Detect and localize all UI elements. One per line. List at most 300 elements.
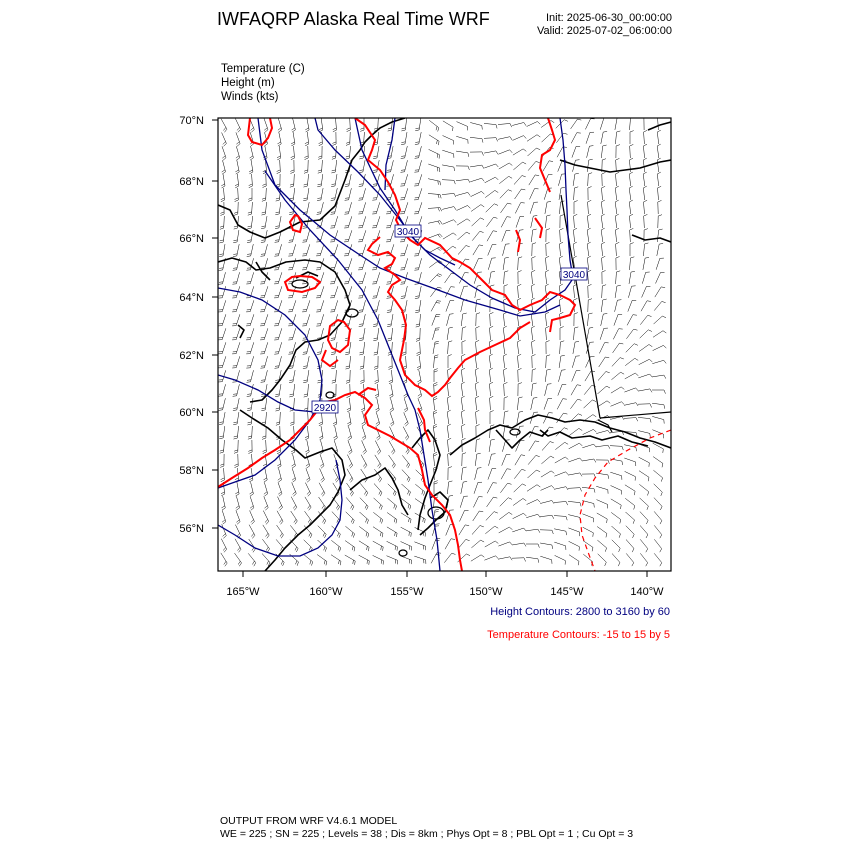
wind-barb — [484, 164, 498, 168]
wind-barb — [247, 216, 253, 229]
wind-barb — [487, 483, 497, 494]
wind-barb — [246, 328, 254, 340]
wind-barb — [655, 287, 665, 297]
wind-barb — [503, 257, 509, 270]
wind-barb — [429, 135, 439, 145]
wind-barb — [333, 412, 337, 426]
wind-barb — [515, 203, 524, 214]
wind-barb — [471, 555, 484, 561]
wind-barb — [331, 555, 341, 566]
wind-barb — [432, 328, 439, 340]
wind-barb — [583, 429, 597, 434]
wind-barb — [262, 188, 266, 201]
wind-barb — [305, 440, 309, 454]
wind-barb — [541, 456, 554, 464]
wind-barb — [630, 257, 635, 270]
wind-barb — [644, 130, 648, 144]
wind-barb — [430, 274, 442, 283]
wind-barb — [652, 390, 666, 394]
wind-barb — [373, 541, 383, 551]
wind-barb — [219, 426, 225, 439]
wind-barb — [640, 330, 652, 338]
lon-tick-labels — [226, 586, 664, 598]
wind-barb — [403, 427, 409, 441]
wind-barb — [302, 300, 310, 312]
model-settings: WE = 225 ; SN = 225 ; Levels = 38 ; Dis = 8km ; Phys Opt = 8 ; PBL Opt = 1 ; Cu Opt = 3 — [220, 828, 634, 840]
wind-barb — [654, 511, 662, 524]
wind-barb — [583, 554, 592, 565]
wind-barb — [447, 314, 454, 326]
wind-barb — [278, 497, 283, 511]
wind-barb — [601, 200, 605, 214]
wind-barb — [488, 258, 495, 270]
wind-barb — [235, 160, 239, 174]
wind-barb — [302, 244, 310, 256]
wind-barb — [372, 272, 380, 284]
wind-barb — [219, 398, 226, 410]
wind-barb — [232, 272, 239, 284]
wind-barb — [611, 486, 622, 495]
field-label-winds: Winds (kts) — [221, 91, 279, 103]
wind-barb — [654, 498, 662, 510]
wind-barb — [599, 343, 608, 354]
wind-barb — [360, 370, 364, 384]
wind-barb — [602, 172, 606, 186]
wind-barb — [278, 468, 282, 482]
wind-barb — [571, 119, 582, 129]
wind-barb — [359, 328, 365, 341]
wind-barb — [362, 426, 366, 440]
wind-barb — [260, 314, 268, 326]
wind-barb — [443, 220, 457, 225]
wind-barb — [290, 160, 294, 174]
wind-barb — [428, 164, 440, 172]
wind-barb — [657, 229, 662, 242]
wind-barb — [546, 229, 550, 242]
wind-barb — [400, 258, 407, 270]
wind-barb — [531, 229, 536, 242]
wind-barb — [596, 473, 609, 479]
wind-barb — [596, 486, 608, 493]
wind-barb — [433, 424, 437, 438]
wind-barb — [640, 315, 651, 324]
wind-barb — [555, 442, 568, 449]
wind-barb — [568, 501, 581, 506]
wind-barb — [500, 483, 511, 493]
wind-barb — [554, 487, 568, 490]
wind-barb — [414, 160, 421, 172]
wind-barb — [602, 256, 606, 270]
wind-barb — [219, 272, 226, 284]
wind-barb — [502, 230, 510, 241]
wind-barb — [474, 259, 483, 270]
wind-barb — [414, 556, 426, 564]
field-label-temperature: Temperature (C) — [221, 63, 305, 75]
wind-barb — [304, 174, 309, 187]
wind-barb — [600, 328, 608, 340]
wind-barb — [235, 482, 239, 496]
wind-barb — [498, 137, 512, 140]
wind-barb — [331, 540, 340, 551]
height-contours — [218, 118, 575, 571]
wind-barb — [447, 424, 451, 438]
wind-barb — [361, 398, 365, 412]
wind-barb — [587, 256, 591, 270]
wind-barb — [610, 472, 622, 480]
wind-barb — [596, 430, 610, 433]
wind-barb — [554, 529, 567, 535]
wind-barb — [235, 539, 241, 553]
lat-label-70: 70°N — [179, 115, 204, 127]
wind-barb — [638, 389, 652, 392]
wind-barb — [498, 124, 512, 128]
wind-barb — [358, 230, 366, 242]
lat-ticks — [212, 120, 218, 528]
wind-barb — [475, 453, 480, 466]
wind-barb — [330, 258, 338, 270]
wind-barb — [331, 160, 336, 173]
wind-barb — [653, 345, 667, 350]
wind-barb — [489, 454, 496, 466]
wind-barb — [305, 483, 310, 497]
wind-barb — [527, 500, 541, 505]
wind-barb — [624, 458, 636, 466]
wind-barb — [458, 232, 471, 240]
wind-barb — [628, 286, 635, 298]
wind-barb — [461, 396, 465, 410]
wind-barb — [222, 146, 226, 160]
wind-barb — [624, 403, 638, 406]
wind-barb — [277, 525, 284, 538]
init-time: Init: 2025-06-30_00:00:00 — [546, 12, 672, 24]
wind-barb — [374, 484, 382, 497]
wind-barb — [473, 497, 482, 508]
wind-barb — [652, 416, 664, 423]
wind-barb — [475, 299, 480, 312]
svg-text:3040: 3040 — [562, 270, 586, 281]
wind-barb — [626, 526, 634, 538]
wind-barb — [527, 122, 541, 127]
wind-barb — [559, 355, 565, 368]
wind-barb — [504, 382, 508, 396]
wind-barb — [644, 200, 648, 214]
wind-barb — [490, 299, 494, 312]
wind-barb — [288, 244, 295, 256]
wind-barb — [236, 132, 240, 146]
wind-barb — [560, 341, 565, 354]
wind-barb — [658, 200, 662, 214]
wind-barb — [568, 458, 582, 462]
wind-barb — [346, 356, 351, 369]
wind-barb — [456, 166, 469, 170]
wind-barb — [512, 543, 526, 546]
wind-barb — [629, 172, 633, 186]
wind-barb — [587, 327, 593, 340]
wind-barb — [499, 176, 512, 183]
wind-barb — [630, 131, 634, 144]
wind-barb — [236, 146, 240, 160]
wind-barb — [513, 136, 527, 141]
wind-barb — [456, 151, 469, 157]
wind-barb — [487, 231, 497, 241]
lat-label-66: 66°N — [179, 233, 204, 245]
wind-barb — [320, 469, 325, 483]
temperature-contours-dashed — [580, 430, 671, 571]
wind-barb — [587, 214, 591, 228]
wind-barb — [318, 160, 323, 173]
wind-barb — [359, 555, 370, 565]
wind-barb — [615, 285, 621, 298]
wind-barb — [303, 554, 312, 565]
wind-barb — [277, 146, 281, 160]
wind-barb — [638, 431, 650, 438]
wind-barb — [344, 230, 352, 242]
wind-barb — [643, 186, 647, 200]
wind-barb — [626, 344, 638, 353]
wind-barb — [500, 190, 512, 199]
wind-barb — [319, 412, 323, 426]
wind-barb — [346, 146, 351, 159]
wind-barb — [615, 117, 621, 129]
wind-barb — [218, 356, 226, 368]
wind-barb — [429, 149, 440, 158]
wind-barb — [278, 132, 282, 146]
wind-barb — [597, 540, 606, 552]
wind-barb — [387, 541, 398, 550]
wind-barb — [248, 426, 252, 439]
wind-barb — [462, 424, 466, 438]
wind-barb — [232, 314, 240, 326]
wind-barb — [640, 512, 648, 524]
wind-barb — [529, 441, 539, 451]
wind-barb — [358, 188, 365, 200]
wind-barb — [568, 473, 582, 476]
wind-barb — [317, 174, 322, 187]
wind-barb — [305, 511, 312, 524]
wind-barb — [304, 540, 313, 552]
wind-barb — [498, 150, 512, 154]
wind-barb — [262, 412, 267, 425]
wind-barb — [489, 382, 493, 396]
wind-barb — [501, 469, 511, 479]
wind-barb — [528, 148, 541, 156]
wind-barb — [555, 457, 569, 463]
wind-barb — [448, 341, 453, 354]
wind-barb — [302, 230, 309, 242]
wind-barb — [319, 483, 325, 497]
wind-barb — [461, 410, 465, 424]
wind-barb — [222, 510, 226, 524]
wind-barb — [401, 542, 412, 551]
wind-barb — [417, 370, 421, 384]
wind-barb — [289, 188, 294, 201]
wind-barb — [264, 118, 268, 132]
wind-barb — [429, 120, 439, 131]
wind-barb — [518, 271, 522, 285]
wind-barb — [504, 298, 508, 312]
wind-barb — [401, 527, 412, 537]
wind-barb — [625, 485, 635, 495]
model-info: OUTPUT FROM WRF V4.6.1 MODEL — [220, 815, 398, 827]
wind-barb — [346, 497, 354, 510]
wind-barb — [532, 270, 536, 284]
wind-barb — [654, 539, 661, 552]
wind-barb — [489, 368, 493, 382]
wind-barb — [433, 341, 439, 354]
wind-barb — [540, 515, 554, 519]
wind-barb — [389, 384, 393, 398]
wind-barb — [526, 529, 540, 533]
wind-barb — [317, 188, 323, 200]
wind-barb — [573, 173, 579, 186]
wind-barb — [401, 498, 411, 509]
wind-barb — [518, 368, 522, 382]
wind-barb — [303, 370, 309, 383]
wind-barb — [545, 270, 549, 284]
wind-barb — [471, 191, 485, 196]
wind-barb — [612, 358, 624, 367]
wind-barb — [236, 496, 240, 510]
wind-barb — [358, 286, 365, 298]
wind-barb — [319, 426, 323, 440]
wind-barb — [361, 455, 367, 469]
wind-barb — [305, 426, 309, 440]
wind-barb — [316, 300, 324, 312]
wind-barb — [599, 357, 610, 367]
lon-label-160: 160°W — [309, 586, 343, 598]
wind-barb — [261, 216, 267, 229]
wind-barb — [597, 401, 610, 407]
wind-barb — [303, 188, 309, 201]
wind-barb — [475, 396, 479, 410]
wind-barb — [625, 358, 638, 365]
wind-barb — [402, 484, 411, 496]
wind-barb — [643, 144, 647, 158]
wind-barb — [387, 527, 397, 537]
wind-barb — [445, 273, 456, 283]
wind-barb — [417, 342, 421, 356]
wind-barb — [512, 558, 526, 562]
wind-barb — [601, 145, 606, 158]
wind-barb — [247, 244, 254, 256]
wind-barb — [601, 228, 605, 242]
wind-barb — [461, 382, 465, 396]
wind-barb — [503, 326, 507, 340]
wind-barb — [263, 511, 268, 525]
wind-barb — [461, 467, 466, 480]
wind-barb — [490, 312, 494, 326]
wind-barb — [503, 368, 507, 382]
wind-barb — [626, 540, 634, 553]
wind-barb — [373, 555, 384, 564]
wind-barb — [516, 216, 524, 227]
wind-barb — [448, 438, 452, 452]
wind-barb — [234, 440, 238, 453]
wind-barb — [596, 445, 610, 449]
wind-barb — [545, 215, 550, 228]
wind-barb — [389, 441, 395, 455]
wind-barb — [488, 468, 496, 479]
wind-barb — [656, 273, 665, 284]
wind-barb — [334, 426, 338, 440]
wind-barb — [627, 315, 637, 326]
wind-barb — [374, 342, 379, 355]
wind-barb — [375, 384, 379, 398]
wind-barb — [288, 258, 296, 270]
wind-barb — [332, 132, 336, 146]
wind-barb — [616, 145, 620, 158]
wind-barb — [528, 161, 540, 170]
wind-barb — [504, 411, 509, 424]
height-contour-label-b — [561, 268, 587, 281]
wind-barb — [359, 541, 369, 551]
wind-barb — [264, 482, 268, 496]
wind-barb — [260, 342, 268, 354]
wind-barb — [387, 160, 394, 172]
wind-barb — [248, 440, 252, 454]
wind-barb — [345, 555, 355, 565]
wind-barb — [657, 130, 661, 144]
wind-barb — [490, 411, 494, 425]
wind-barb — [630, 243, 634, 256]
wind-barb — [615, 186, 619, 200]
wind-barb — [374, 498, 383, 510]
plot-frame — [218, 118, 671, 571]
wind-barb — [541, 486, 555, 491]
wind-barb — [432, 314, 440, 325]
wind-barb — [630, 117, 635, 130]
wind-barb — [470, 165, 484, 169]
wind-barb — [484, 138, 498, 142]
wind-barb — [221, 119, 227, 133]
wind-barb — [221, 553, 227, 566]
wind-barb — [531, 326, 535, 340]
wind-barb — [625, 471, 636, 480]
wind-barb — [289, 370, 295, 383]
wind-barb — [433, 410, 437, 424]
wind-barb — [387, 513, 397, 524]
wind-barb — [503, 340, 507, 354]
wind-barb — [474, 482, 482, 494]
wind-barb — [432, 538, 440, 549]
wind-barb — [372, 202, 380, 214]
wind-barb — [442, 207, 456, 210]
wind-barb — [626, 512, 635, 524]
wind-barb — [331, 188, 338, 200]
wind-barb — [602, 186, 606, 200]
field-label-height: Height (m) — [221, 77, 275, 89]
wind-barb — [346, 384, 350, 398]
wind-barb — [541, 471, 554, 477]
wind-barb — [348, 426, 352, 440]
wind-barb — [499, 512, 512, 519]
wind-barb — [260, 356, 267, 368]
wind-barb — [532, 355, 536, 369]
wind-barb — [236, 510, 240, 524]
wind-barb — [235, 174, 239, 188]
wind-barb — [546, 341, 550, 355]
wind-barb — [574, 201, 578, 215]
wind-barb — [460, 496, 468, 508]
wind-barb — [640, 539, 648, 552]
wind-barbs — [218, 116, 666, 566]
wind-barb — [584, 400, 596, 408]
wind-barb — [582, 514, 593, 522]
wind-barb — [400, 174, 407, 186]
wind-barb — [288, 300, 296, 312]
wind-barb — [555, 555, 566, 564]
wind-barb — [442, 165, 455, 171]
